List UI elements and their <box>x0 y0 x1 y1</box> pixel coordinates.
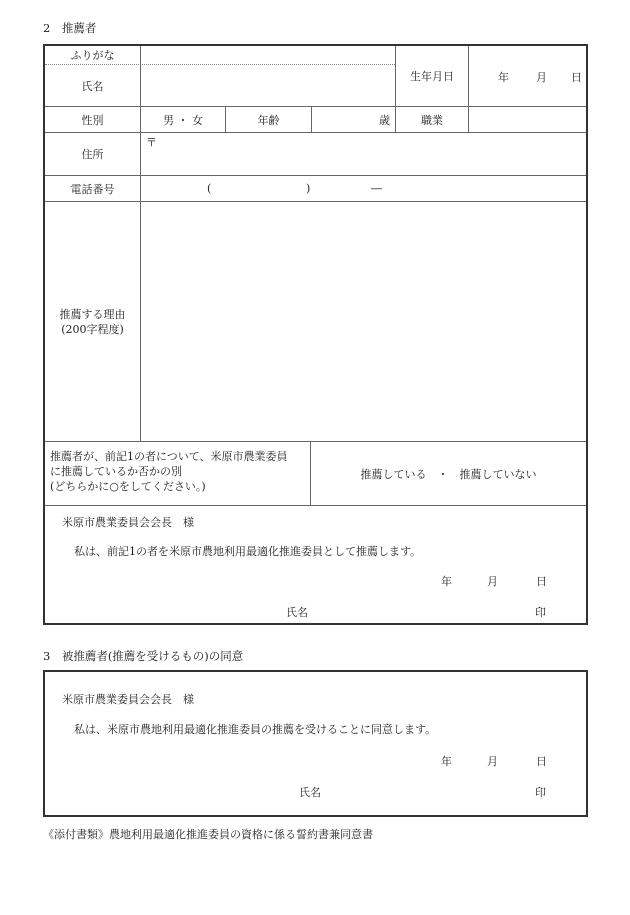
consent-date-day: 日 <box>536 755 547 768</box>
addressee: 米原市農業委員会会長 様 <box>62 516 194 529</box>
phone-label: 電話番号 <box>70 182 115 196</box>
phone-dash: ― <box>371 182 382 195</box>
reason-field[interactable] <box>141 202 586 441</box>
date-day: 日 <box>536 575 547 588</box>
consent-statement: 私は、米原市農地利用最適化推進委員の推薦を受けることに同意します。 <box>74 723 437 736</box>
sex-label: 性別 <box>81 113 104 127</box>
recommend-answer-options[interactable]: 推薦している ・ 推薦していない <box>360 467 537 481</box>
section2-heading: 2 推薦者 <box>43 21 97 35</box>
question-line3: (どちらかに○をしてください。) <box>50 480 206 493</box>
recommend-statement: 私は、前記1の者を米原市農地利用最適化推進委員として推薦します。 <box>74 545 422 558</box>
phone-close-paren: ) <box>306 182 311 195</box>
question-line2: に推薦しているか否かの別 <box>50 465 182 478</box>
date-month: 月 <box>487 575 498 588</box>
name-label: 氏名 <box>81 79 104 93</box>
date-year: 年 <box>441 575 452 588</box>
consent-date-month: 月 <box>487 755 498 768</box>
sex-options[interactable]: 男 ・ 女 <box>163 113 203 127</box>
birthdate-field[interactable] <box>469 46 586 106</box>
recommend-question <box>50 449 288 494</box>
consent-signature-label: 氏名 <box>299 786 321 799</box>
occupation-field[interactable] <box>469 107 586 132</box>
address-field[interactable] <box>141 133 586 175</box>
occupation-label: 職業 <box>421 113 443 127</box>
phone-field[interactable] <box>141 176 586 201</box>
section3-heading: 3 被推薦者(推薦を受けるもの)の同意 <box>43 649 244 663</box>
phone-open-paren: ( <box>207 182 212 195</box>
reason-label <box>45 202 140 441</box>
row-divider <box>45 505 586 506</box>
birthdate-label: 生年月日 <box>410 70 454 83</box>
address-label: 住所 <box>81 148 104 161</box>
furigana-field[interactable] <box>141 46 395 64</box>
consent-addressee: 米原市農業委員会会長 様 <box>62 693 194 706</box>
seal-mark: 印 <box>535 606 546 619</box>
birthdate-day: 日 <box>571 71 582 84</box>
age-label: 年齢 <box>257 113 280 127</box>
age-field[interactable] <box>312 107 395 132</box>
question-line1: 推薦者が、前記1の者について、米原市農業委員 <box>50 450 288 463</box>
birthdate-month: 月 <box>536 71 547 84</box>
furigana-label: ふりがな <box>70 49 115 62</box>
consent-seal-mark: 印 <box>535 786 546 799</box>
signature-label: 氏名 <box>286 606 308 619</box>
postal-mark: 〒 <box>146 136 157 149</box>
birthdate-year: 年 <box>498 71 509 84</box>
name-field[interactable] <box>141 65 395 106</box>
consent-date-year: 年 <box>441 755 452 768</box>
reason-label-line1: 推薦する理由 <box>59 307 126 321</box>
age-unit: 歳 <box>379 113 390 127</box>
reason-label-line2: (200字程度) <box>61 322 124 336</box>
attachment-note: 《添付書類》農地利用最適化推進委員の資格に係る誓約書兼同意書 <box>43 828 373 841</box>
